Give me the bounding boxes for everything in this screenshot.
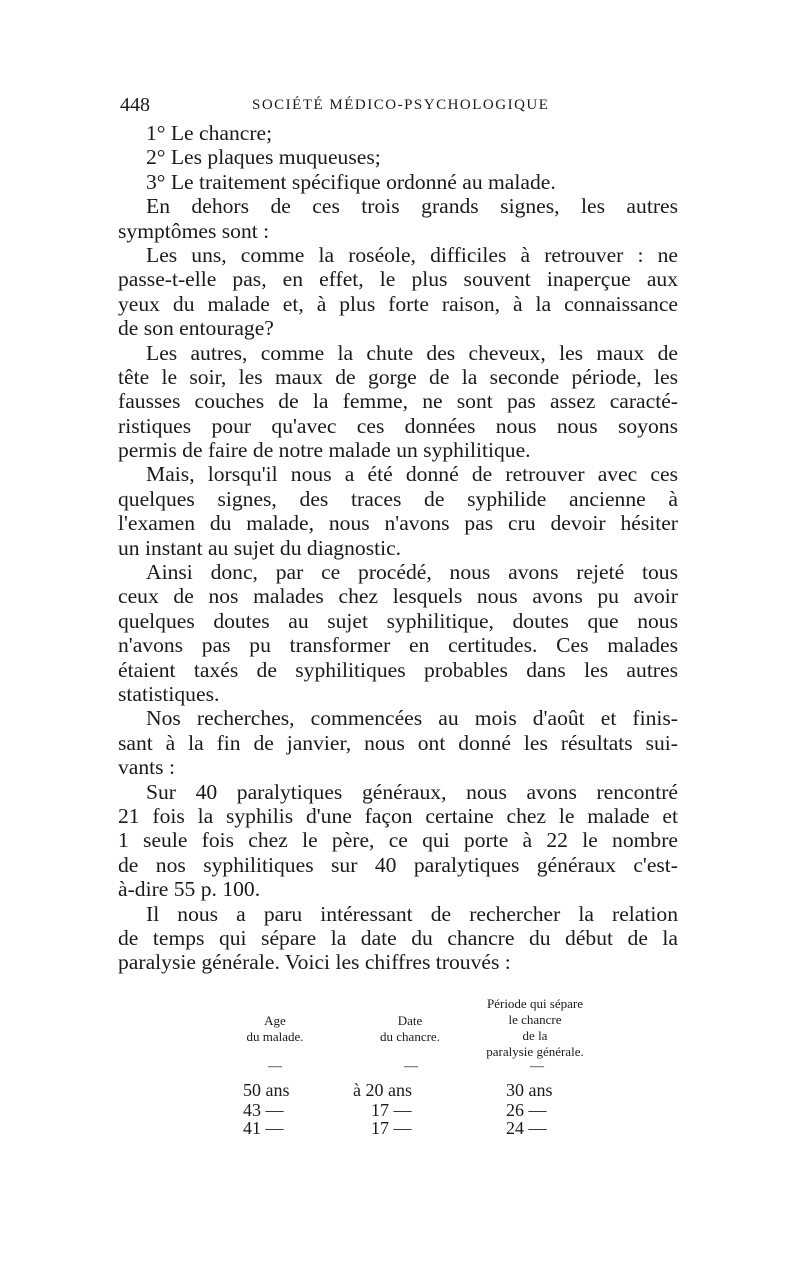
text-line: symptômes sont : bbox=[118, 218, 270, 243]
text-line: paralysie générale. Voici les chiffres trouvés : bbox=[118, 950, 511, 975]
header-rule: — bbox=[268, 1059, 282, 1074]
table-cell-date: à 20 ans bbox=[353, 1080, 412, 1100]
text-line: 21 fois la syphilis d'une façon certaine chez le malade et bbox=[118, 803, 678, 828]
data-table bbox=[120, 996, 680, 1136]
header-rule: — bbox=[530, 1059, 544, 1074]
text-line: Il nous a paru intéressant de rechercher la relation bbox=[146, 901, 678, 926]
column-header-age: Age du malade. bbox=[246, 1013, 304, 1044]
text-line: 3° Le traitement spécifique ordonné au malade. bbox=[146, 169, 556, 194]
table-cell-date: 17 — bbox=[371, 1118, 412, 1138]
text-line: de nos syphilitiques sur 40 paralytiques généraux c'est- bbox=[118, 852, 678, 877]
text-line: de son entourage? bbox=[118, 316, 274, 341]
text-line: tête le soir, les maux de gorge de la seconde période, les bbox=[118, 364, 678, 389]
header-rule: — bbox=[404, 1059, 418, 1074]
text-line: En dehors de ces trois grands signes, les autres bbox=[146, 194, 678, 219]
text-line: 2° Les plaques muqueuses; bbox=[146, 145, 381, 170]
table-cell-period: 26 — bbox=[506, 1100, 547, 1120]
table-cell-period: 24 — bbox=[506, 1118, 547, 1138]
text-line: Les autres, comme la chute des cheveux, les maux de bbox=[146, 340, 678, 365]
column-header-period: Période qui sépare le chancre de la paralysie générale. bbox=[486, 996, 584, 1059]
table-cell-age: 41 — bbox=[243, 1118, 284, 1138]
text-line: yeux du malade et, à plus forte raison, à la connaissance bbox=[118, 291, 678, 316]
column-header-date: Date du chancre. bbox=[380, 1013, 440, 1044]
text-line: 1 seule fois chez le père, ce qui porte à 22 le nombre bbox=[118, 828, 678, 853]
text-line: Nos recherches, commencées au mois d'août et finis- bbox=[146, 706, 678, 731]
text-line: n'avons pas pu transformer en certitudes. Ces malades bbox=[118, 633, 678, 658]
text-line: quelques signes, des traces de syphilide ancienne à bbox=[118, 486, 678, 511]
text-line: permis de faire de notre malade un syphilitique. bbox=[118, 438, 531, 463]
text-line: vants : bbox=[118, 755, 175, 780]
text-line: l'examen du malade, nous n'avons pas cru devoir hésiter bbox=[118, 511, 678, 536]
text-line: Mais, lorsqu'il nous a été donné de retrouver avec ces bbox=[146, 462, 678, 487]
page-number: 448 bbox=[120, 94, 150, 116]
text-line: étaient taxés de syphilitiques probables dans les autres bbox=[118, 657, 678, 682]
text-line: fausses couches de la femme, ne sont pas assez caracté- bbox=[118, 389, 678, 414]
text-line: passe-t-elle pas, en effet, le plus souvent inaperçue aux bbox=[118, 267, 678, 292]
text-line: à-dire 55 p. 100. bbox=[118, 877, 261, 902]
running-header bbox=[120, 94, 680, 118]
text-line: statistiques. bbox=[118, 681, 220, 706]
text-line: quelques doutes au sujet syphilitique, doutes que nous bbox=[118, 608, 678, 633]
text-line: 1° Le chancre; bbox=[146, 121, 273, 145]
text-line: Ainsi donc, par ce procédé, nous avons rejeté tous bbox=[146, 560, 678, 585]
text-line: de temps qui sépare la date du chancre du début de la bbox=[118, 925, 678, 950]
running-title: SOCIÉTÉ MÉDICO-PSYCHOLOGIQUE bbox=[252, 97, 550, 113]
table-cell-date: 17 — bbox=[371, 1100, 412, 1120]
table-cell-period: 30 ans bbox=[506, 1080, 553, 1100]
text-line: un instant au sujet du diagnostic. bbox=[118, 535, 402, 560]
text-line: Sur 40 paralytiques généraux, nous avons rencontré bbox=[146, 779, 678, 804]
table-cell-age: 50 ans bbox=[243, 1080, 290, 1100]
text-line: Les uns, comme la roséole, difficiles à retrouver : ne bbox=[146, 242, 678, 267]
table-cell-age: 43 — bbox=[243, 1100, 284, 1120]
body-text bbox=[118, 121, 678, 975]
text-line: ceux de nos malades chez lesquels nous avons pu avoir bbox=[118, 584, 678, 609]
text-line: ristiques pour qu'avec ces données nous nous soyons bbox=[118, 413, 678, 438]
text-line: sant à la fin de janvier, nous ont donné les résultats sui- bbox=[118, 730, 678, 755]
